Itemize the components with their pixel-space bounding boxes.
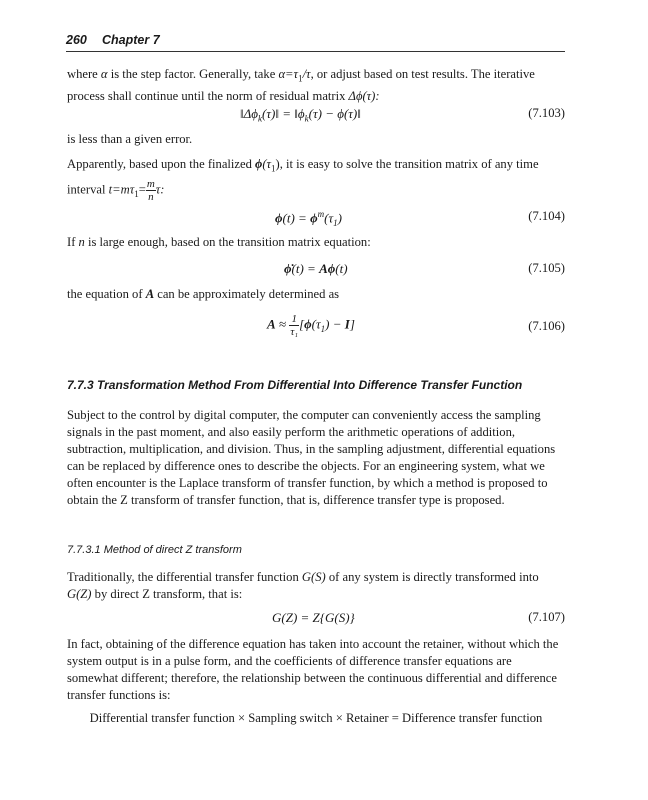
equation-7-103: $‖\Delta\phi_k(\tau)‖$ = $‖\phi_k(\tau)$ − ϕ(τ)‖ (7.103) bbox=[240, 106, 565, 124]
paragraph-step-factor: where α is the step factor. Generally, take $\alpha=\tau_1/\tau$, or adjust based on test results. The iterative process shall continue until the norm of residual matrix Δϕ(τ): bbox=[67, 67, 535, 103]
paragraph-transition-matrix: Apparently, based upon the finalized $\phi(\tau_1)$, it is easy to solve the transition matrix of any time interval $t=m\tau_1=$ $\frac{m}{n}$ τ: bbox=[67, 157, 539, 203]
chapter-label: Chapter 7 bbox=[102, 33, 160, 47]
subsection-heading: 7.7.3.1 Method of direct Z transform bbox=[67, 544, 242, 556]
equation-number: (7.104) bbox=[528, 209, 565, 223]
page-number: 260 bbox=[66, 33, 87, 47]
equation-number: (7.107) bbox=[528, 610, 565, 624]
equation-number: (7.103) bbox=[528, 106, 565, 120]
paragraph-n-large: If n is large enough, based on the transition matrix equation: bbox=[67, 235, 371, 249]
transfer-function-relation: Differential transfer function × Sampling switch × Retainer = Difference transfer function bbox=[89, 711, 543, 725]
equation-number: (7.105) bbox=[528, 261, 565, 275]
paragraph-direct-z-transform: Traditionally, the differential transfer function G(S) of any system is directly transformed into G(Z) by direct Z transform, that is: bbox=[67, 570, 539, 601]
running-header bbox=[66, 31, 565, 52]
paragraph-digital-computer: Subject to the control by digital computer, the computer can conveniently access the sampling signals in the past moment, and also easily perform the arithmetic operations of addition, subtraction, multiplication, and division. Thus, in the sampling adjustment, differential equations can be replaced by difference ones to describe the objects. For an engineering system, what we often encounter is the Laplace transform of transfer function, by which a method is proposed to obtain the Z transform of transfer function, that is, difference transfer type is proposed. bbox=[67, 408, 556, 507]
paragraph-retainer: In fact, obtaining of the difference equation has taken into account the retainer, without which the system output is in a pulse form, and the coefficients of difference transfer equations are somewhat different; therefore, the relationship between the continuous differential and difference transfer functions is: bbox=[67, 637, 559, 702]
paragraph-error: is less than a given error. bbox=[67, 132, 193, 146]
section-heading: 7.7.3 Transformation Method From Differential Into Difference Transfer Function bbox=[67, 378, 523, 392]
equation-7-106: A ≈ $\frac{1}{\text{τ₁}}$ $[\phi(\tau_1) - I]$ (7.106) bbox=[267, 313, 565, 338]
equation-number: (7.106) bbox=[528, 319, 565, 333]
equation-7-104: $\phi(t) = \phi^m(\tau_1)$ (7.104) bbox=[275, 209, 565, 228]
equation-7-105: ϕ̇(t) = Aϕ(t) (7.105) bbox=[284, 261, 565, 276]
paragraph-equation-of-a: the equation of A can be approximately determined as bbox=[67, 287, 340, 301]
equation-7-107: G(Z) = Z{G(S)} (7.107) bbox=[272, 610, 565, 625]
